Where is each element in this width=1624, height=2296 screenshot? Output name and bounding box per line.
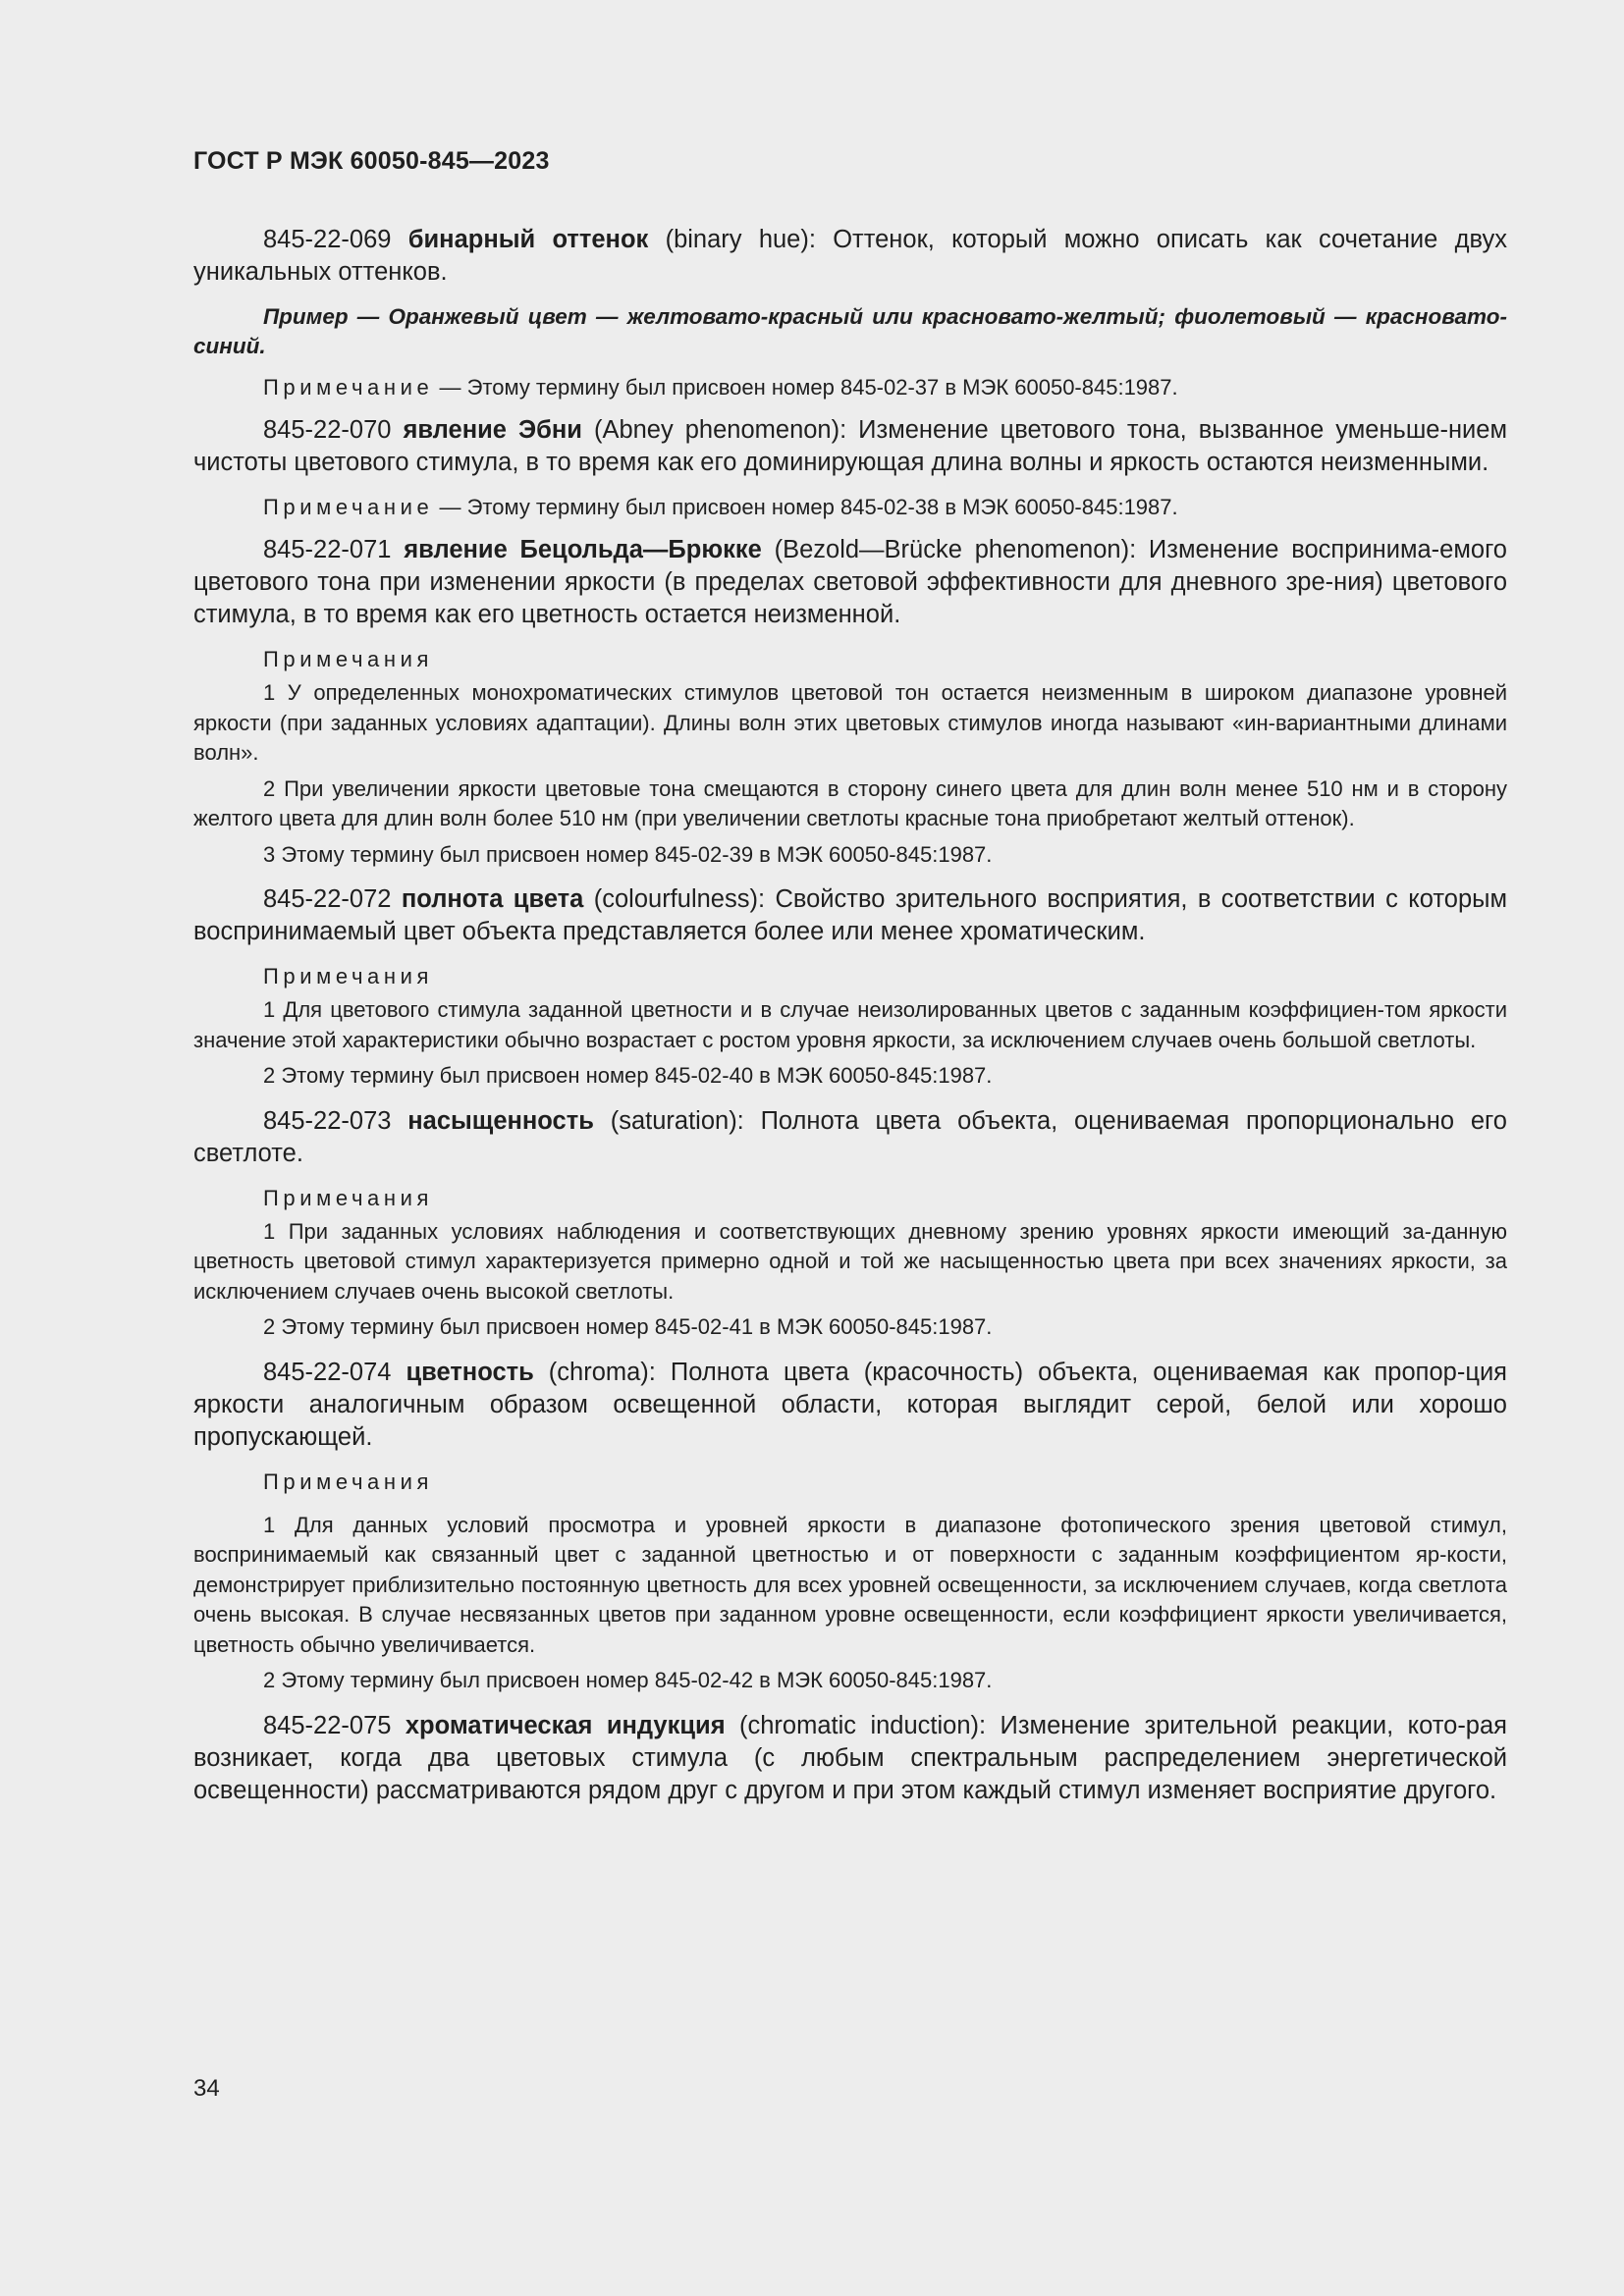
note-item: 1 Для данных условий просмотра и уровней яркости в диапазоне фотопического зрения цветовой стимул, воспринимаемый как связанный цвет с заданной цветностью и от поверхности с заданным коэффициентом яр-кости, демонстрирует приблизительно постоянную цветность для всех уровней освещенности, за исключением случаев, когда светлота очень высокая. В случае несвязанных цветов при заданном уровне освещенности, если коэффициент яркости увеличивается, цветность обычно увеличивается.: [193, 1512, 1507, 1657]
note-item: 2 Этому термину был присвоен номер 845-02-41 в МЭК 60050-845:1987.: [263, 1314, 993, 1339]
term-name: насыщенность: [407, 1106, 594, 1135]
term-entry: [193, 883, 1507, 948]
term-definition: (saturation): Полнота цвета объекта, оцениваемая пропорционально его светлоте.: [193, 1106, 1507, 1167]
note-item: 2 Этому термину был присвоен номер 845-02-40 в МЭК 60050-845:1987.: [263, 1063, 993, 1088]
term-name: явление Бецольда—Брюкке: [404, 536, 762, 563]
document-body: [193, 224, 1507, 1821]
term-definition: (chromatic induction): Изменение зрительной реакции, кото-рая возникает, когда два цветовых стимула (с любым спектральным распределением энергетической освещенности) рассматриваются рядом друг с другом и при этом каждый стимул изменяет восприятие другого.: [193, 1711, 1507, 1804]
term-name: полнота цвета: [401, 885, 584, 913]
note-item: 1 Для цветового стимула заданной цветности и в случае неизолированных цветов с заданным коэффициен-том яркости значение этой характеристики обычно возрастает с ростом уровня яркости, за исключением случаев очень большой светлоты.: [193, 997, 1507, 1052]
term-definition: (binary hue): Оттенок, который можно описать как сочетание двух уникальных оттенков.: [193, 226, 1507, 286]
term-definition: (colourfulness): Свойство зрительного восприятия, в соответствии с которым воспринимаемый цвет объекта представляется более или менее хроматическим.: [193, 885, 1507, 945]
note-item: 1 У определенных монохроматических стимулов цветовой тон остается неизменным в широком диапазоне уровней яркости (при заданных условиях адаптации). Длины волн этих цветовых стимулов иногда называют «ин-вариантными длинами волн».: [193, 680, 1507, 765]
notes-heading: Примечания: [263, 964, 434, 988]
term-entry: [193, 1710, 1507, 1807]
note-label: Примечание: [263, 495, 434, 519]
notes-heading: Примечания: [263, 1468, 434, 1494]
term-number: 845-22-069: [263, 226, 392, 253]
term-name: бинарный оттенок: [407, 226, 649, 253]
note-item: 1 При заданных условиях наблюдения и соответствующих дневному зрению уровнях яркости имеющий за-данную цветность цветовой стимул характеризуется примерно одной и той же насыщенностью цвета при всех значениях яркости, за исключением случаев очень высокой светлоты.: [193, 1218, 1507, 1304]
term-number: 845-22-073: [263, 1106, 392, 1135]
note-item: 3 Этому термину был присвоен номер 845-02-39 в МЭК 60050-845:1987.: [263, 841, 993, 867]
term-name: явление Эбни: [403, 416, 582, 444]
notes-heading: Примечания: [263, 647, 434, 671]
term-number: 845-22-074: [263, 1358, 392, 1386]
term-number: 845-22-070: [263, 416, 392, 444]
term-definition: (chroma): Полнота цвета (красочность) объекта, оцениваемая как пропор-ция яркости аналогичным образом освещенной области, которая выглядит серой, белой или хорошо пропускающей.: [193, 1358, 1507, 1451]
term-definition: (Bezold—Brücke phenomenon): Изменение воспринима-емого цветового тона при изменении яркости (в пределах световой эффективности для дневного зре-ния) цветового стимула, в то время как его цветность остается неизменной.: [193, 536, 1507, 628]
term-name: хроматическая индукция: [405, 1711, 726, 1739]
document-header: ГОСТ Р МЭК 60050-845—2023: [193, 147, 550, 175]
note-text: — Этому термину был присвоен номер 845-02-37 в МЭК 60050-845:1987.: [433, 375, 1178, 400]
term-definition: (Abney phenomenon): Изменение цветового тона, вызванное уменьше-нием чистоты цветового стимула, в то время как его доминирующая длина волны и яркость остаются неизменными.: [193, 416, 1507, 476]
term-entry: [193, 534, 1507, 631]
term-number: 845-22-071: [263, 536, 392, 563]
term-entry: [193, 414, 1507, 479]
note-item: 2 Этому термину был присвоен номер 845-02-42 в МЭК 60050-845:1987.: [263, 1668, 993, 1692]
note-item: 2 При увеличении яркости цветовые тона смещаются в сторону синего цвета для длин волн менее 510 нм и в сторону желтого цвета для длин волн более 510 нм (при увеличении светлоты красные тона приобретают желтый оттенок).: [193, 775, 1507, 830]
note-label: Примечание: [263, 375, 434, 400]
note: [193, 373, 1507, 402]
term-name: цветность: [406, 1358, 534, 1386]
page-number: 34: [193, 2075, 220, 2102]
term-number: 845-22-072: [263, 885, 392, 913]
term-number: 845-22-075: [263, 1711, 392, 1739]
term-entry: [193, 1105, 1507, 1170]
example: Пример — Оранжевый цвет — желтовато-красный или красновато-желтый; фиолетовый — красновато-синий.: [193, 304, 1507, 358]
note-text: — Этому термину был присвоен номер 845-02-38 в МЭК 60050-845:1987.: [433, 495, 1178, 519]
term-entry: [193, 1357, 1507, 1454]
note: [193, 493, 1507, 522]
notes-heading: Примечания: [263, 1185, 434, 1210]
term-entry: [193, 224, 1507, 289]
